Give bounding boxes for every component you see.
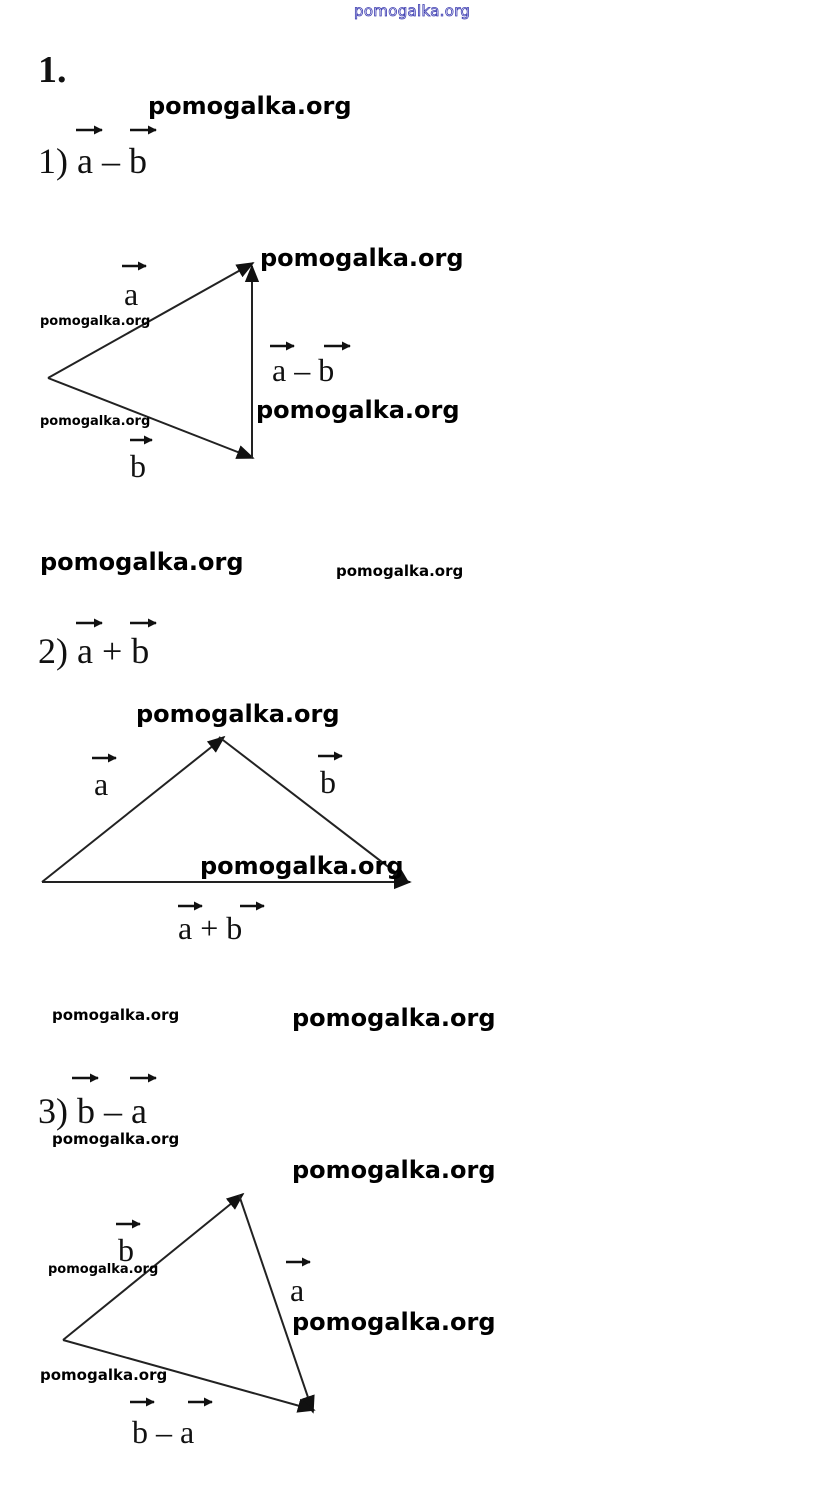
- task-3-label: 3): [38, 1091, 68, 1131]
- watermark-11: pomogalka.org: [292, 1004, 496, 1032]
- watermark-3: pomogalka.org: [40, 314, 151, 329]
- diagram3-label-a: a: [290, 1272, 305, 1308]
- watermark-14: pomogalka.org: [48, 1262, 159, 1277]
- watermark-10: pomogalka.org: [52, 1006, 180, 1024]
- top-watermark: pomogalka.org: [354, 2, 471, 20]
- watermark-7: pomogalka.org: [336, 562, 464, 580]
- task-2-label: 2): [38, 631, 68, 671]
- task-1-expression: a – b: [77, 141, 147, 181]
- watermark-5: pomogalka.org: [40, 414, 151, 429]
- task-2-expression: a + b: [77, 631, 150, 671]
- diagram3-vector-a: [239, 1195, 313, 1412]
- diagram2-label-a: a: [94, 766, 109, 802]
- task-1-label: 1): [38, 141, 68, 181]
- diagram2-label-result: a + b: [178, 910, 243, 946]
- exercise-number: 1.: [38, 49, 67, 91]
- diagram2-vector-a: [42, 737, 224, 882]
- diagram1-label-a: a: [124, 276, 139, 312]
- watermark-16: pomogalka.org: [40, 1366, 168, 1384]
- task-3-expression: b – a: [77, 1091, 147, 1131]
- diagram-label-arrows: [92, 266, 350, 1402]
- watermark-6: pomogalka.org: [40, 548, 244, 576]
- watermark-15: pomogalka.org: [292, 1308, 496, 1336]
- diagram1-label-result: a – b: [272, 352, 335, 388]
- diagram1-label-b: b: [130, 448, 146, 484]
- watermark-12: pomogalka.org: [52, 1130, 180, 1148]
- watermark-8: pomogalka.org: [136, 700, 340, 728]
- diagram2-label-b: b: [320, 764, 336, 800]
- diagram3-label-result: b – a: [132, 1414, 195, 1450]
- watermark-4: pomogalka.org: [256, 396, 460, 424]
- watermark-13: pomogalka.org: [292, 1156, 496, 1184]
- diagram3-label-b: b: [118, 1232, 134, 1268]
- watermark-9: pomogalka.org: [200, 852, 404, 880]
- watermark-2: pomogalka.org: [260, 244, 464, 272]
- watermark-1: pomogalka.org: [148, 92, 352, 120]
